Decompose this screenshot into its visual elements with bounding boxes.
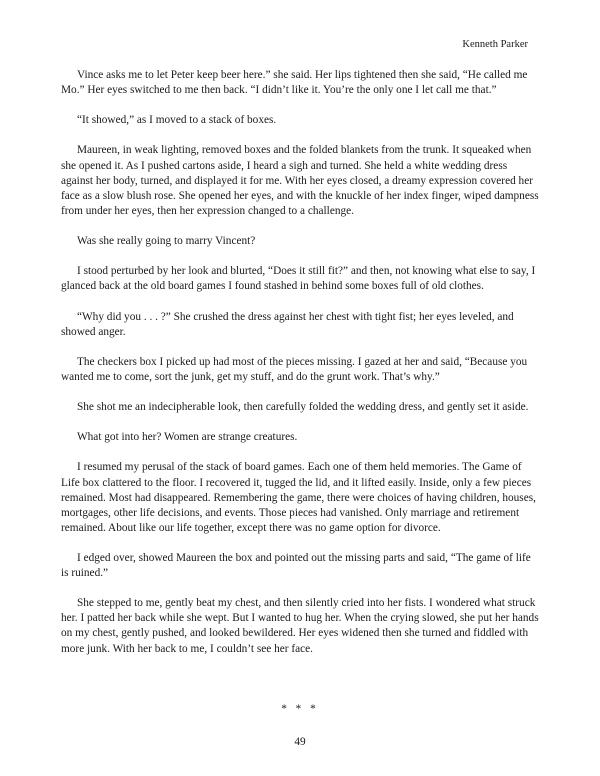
body-text — [61, 68, 539, 672]
paragraph: The checkers box I picked up had most of the pieces missing. I gazed at her and said, “Because you wanted me to come, sort the junk, get my stuff, and do the grunt work. That’s why.” — [61, 355, 528, 383]
paragraph: I stood perturbed by her look and blurted, “Does it still fit?” and then, not knowing what else to say, I glanced back at the old board games I found stashed in behind some boxes full of old clothes. — [61, 265, 536, 293]
paragraph: She stepped to me, gently beat my chest, and then silently cried into her fists. I wondered what struck her. I patted her back while she wept. But I wanted to hug her. When the crying slowed, she put her hands on my chest, gently pushed, and looked bewildered. Her eyes widened then she turned and fiddled with more junk. With her back to me, I couldn’t see her face. — [61, 597, 539, 655]
scene-break: * * * — [281, 703, 319, 715]
paragraph: Vince asks me to let Peter keep beer here.” she said. Her lips tightened then she said, “He called me Mo.” Her eyes switched to me then back. “I didn’t like it. You’re the only one I let call me that.” — [61, 69, 528, 97]
running-header-author: Kenneth Parker — [462, 39, 528, 50]
paragraph: I resumed my perusal of the stack of board games. Each one of them held memories. The Game of Life box clattered to the floor. I recovered it, tugged the lid, and it lifted easily. Inside, only a few pieces remained. Most had disappeared. Remembering the game, there were choices of having children, houses, mortgages, other life decisions, and events. Those pieces had vanished. Only marriage and retirement remained. About like our life together, except there was no game option for divorce. — [61, 461, 536, 534]
paragraph: What got into her? Women are strange creatures. — [77, 431, 298, 444]
paragraph: “It showed,” as I moved to a stack of boxes. — [77, 114, 277, 127]
paragraph: Was she really going to marry Vincent? — [77, 235, 256, 248]
paragraph: She shot me an indecipherable look, then carefully folded the wedding dress, and gently set it aside. — [77, 401, 529, 414]
page-number: 49 — [294, 736, 306, 748]
paragraph: I edged over, showed Maureen the box and pointed out the missing parts and said, “The game of life is ruined.” — [61, 552, 531, 580]
paragraph: Maureen, in weak lighting, removed boxes and the folded blankets from the trunk. It squeaked when she opened it. As I pushed cartons aside, I heard a sigh and turned. She held a white wedding dress against her body, turned, and displayed it for me. With her eyes closed, a dreamy expression covered her face as a slow blush rose. She opened her eyes, and with the knuckle of her index finger, wiped dampness from under her eyes, then her expression changed to a challenge. — [61, 144, 539, 217]
paragraph: “Why did you . . . ?” She crushed the dress against her chest with tight fist; her eyes leveled, and showed anger. — [61, 310, 514, 338]
